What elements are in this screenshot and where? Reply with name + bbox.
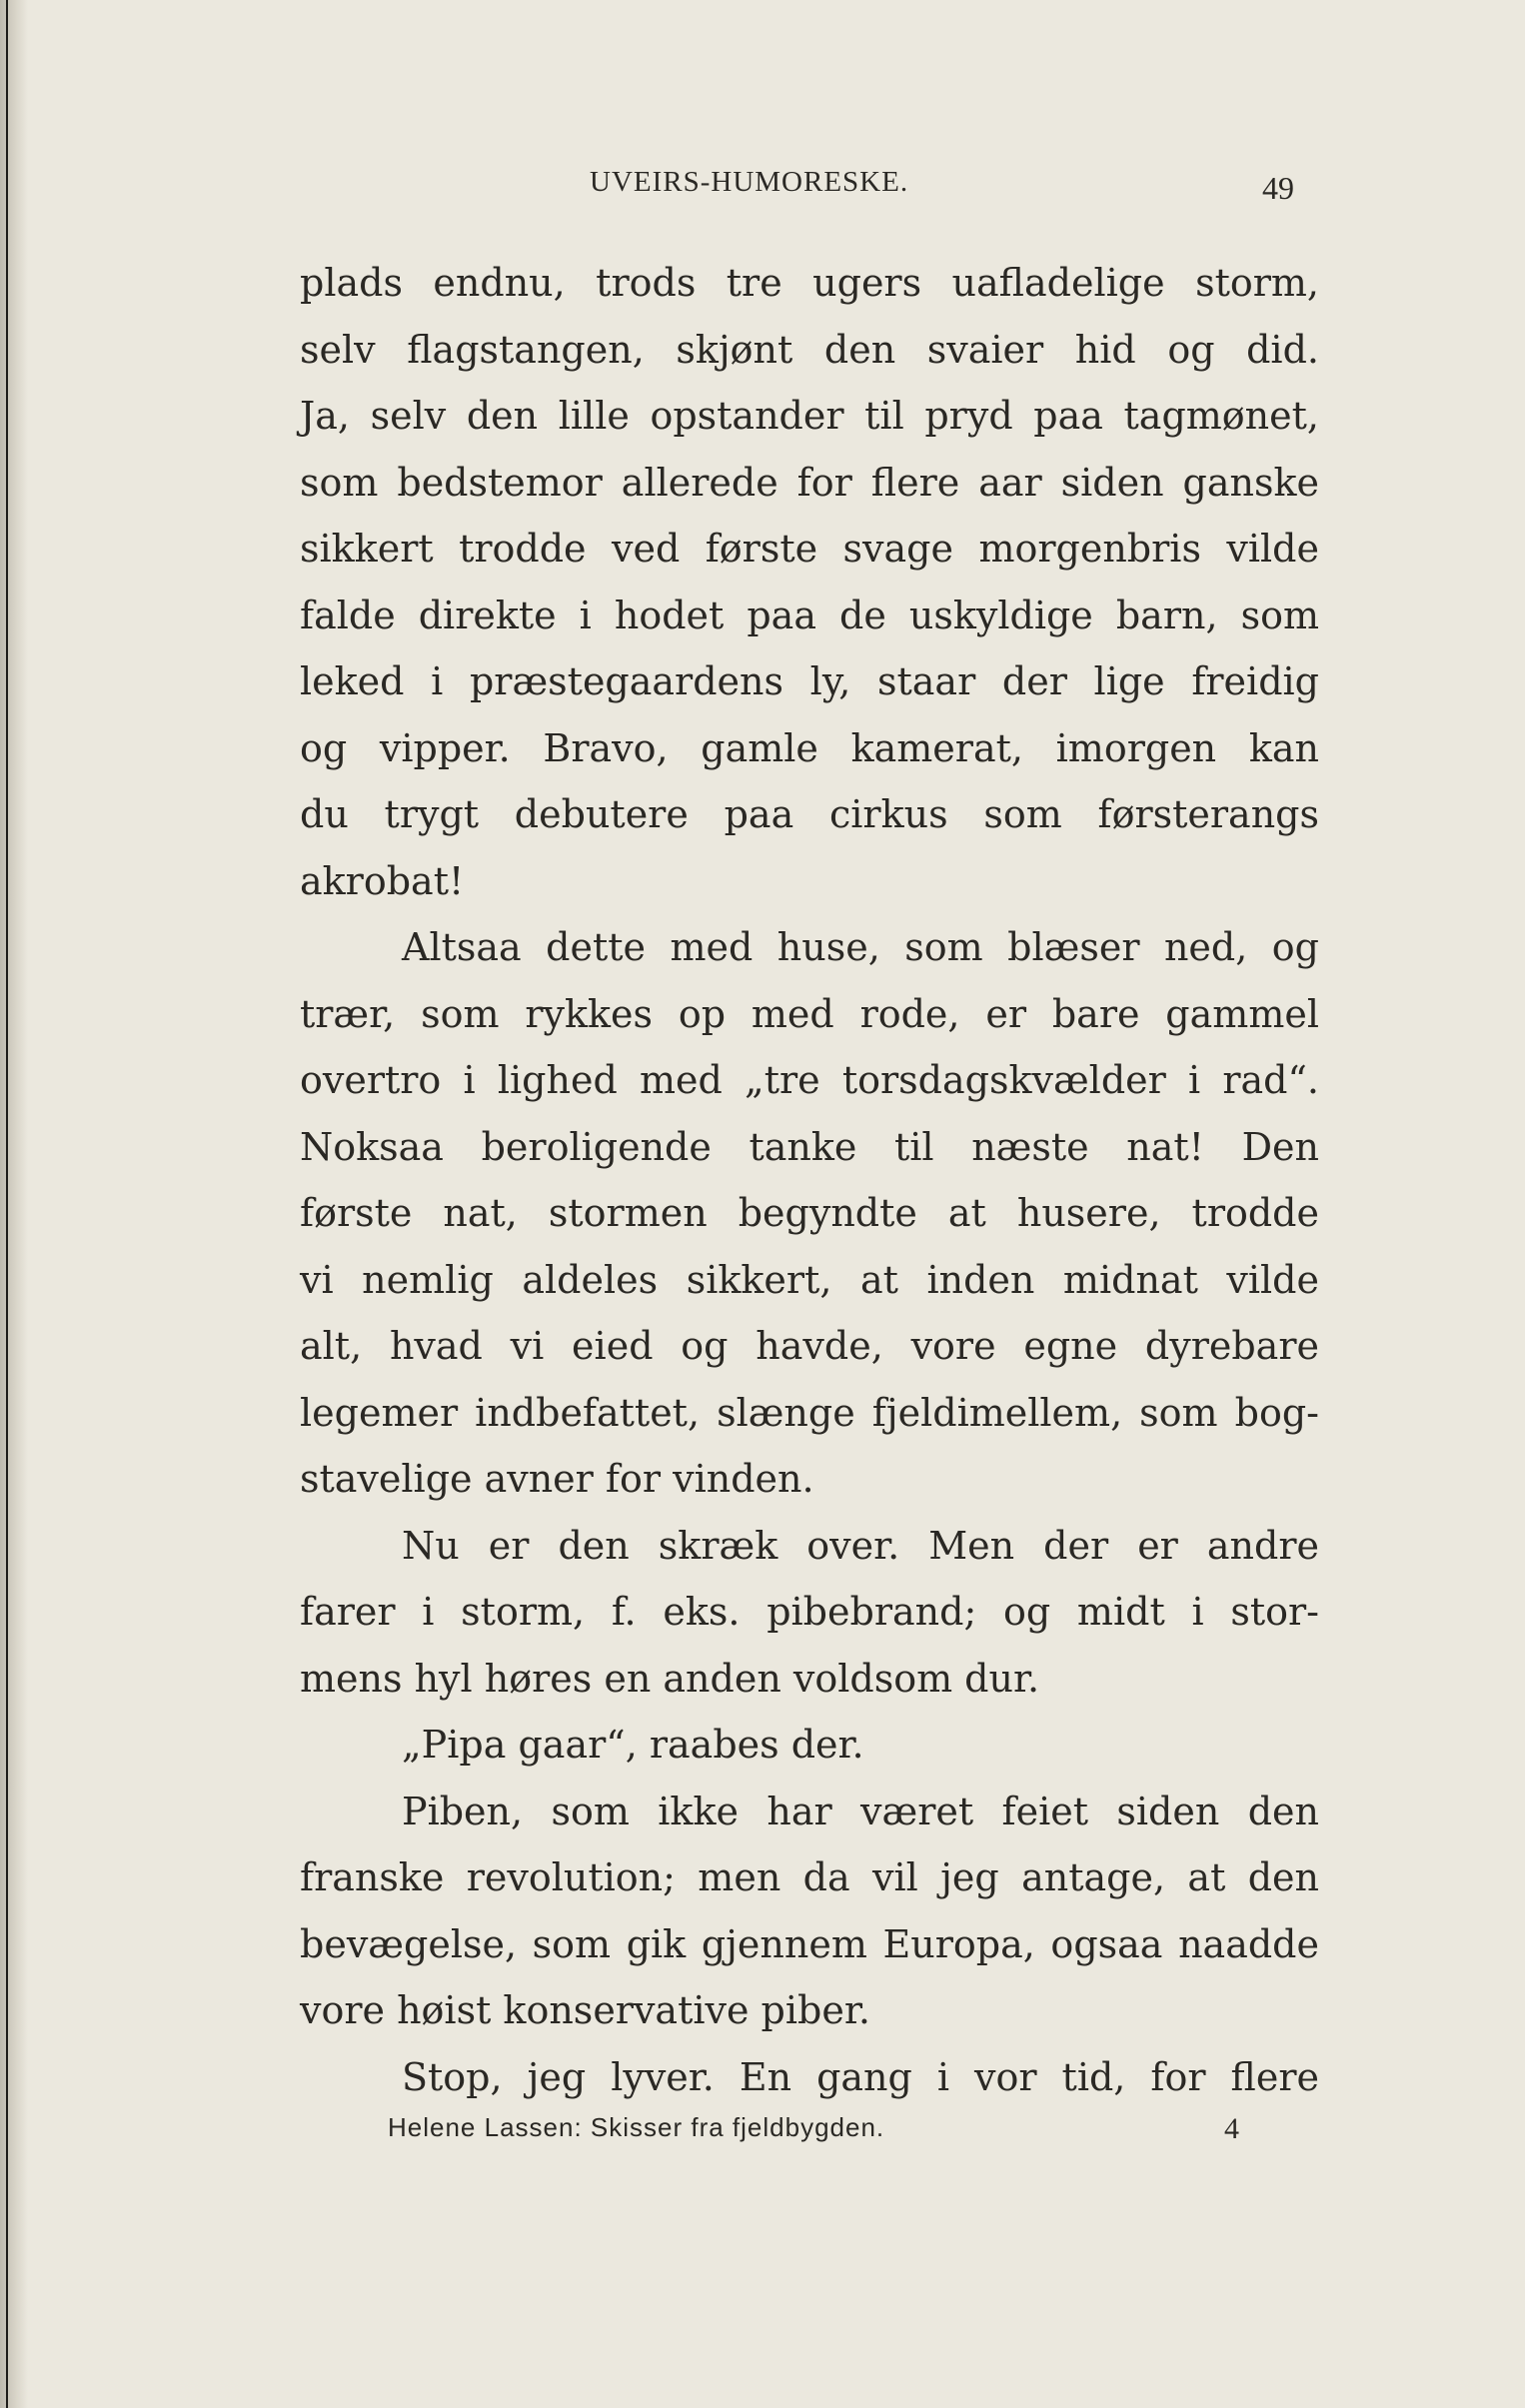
page-binding-edge: [0, 0, 28, 2408]
text-line: legemer indbefattet, slænge fjeldimellem, som bog-: [300, 1390, 1319, 1435]
text-line: Ja, selv den lille opstander til pryd paa tagmønet,: [300, 394, 1319, 438]
page-number: 49: [1262, 170, 1294, 206]
text-line: vore høist konservative piber.: [300, 1988, 870, 2032]
text-line: og vipper. Bravo, gamle kamerat, imorgen kan: [300, 725, 1319, 770]
text-line: falde direkte i hodet paa de uskyldige barn, som: [300, 593, 1319, 637]
text-line: franske revolution; men da vil jeg antage, at den: [300, 1855, 1319, 1899]
text-line: „Pipa gaar“, raabes der.: [402, 1723, 864, 1767]
text-line: selv flagstangen, skjønt den svaier hid og did.: [300, 327, 1319, 372]
page-header: [300, 166, 1294, 214]
text-line: Piben, som ikke har været feiet siden den: [402, 1789, 1319, 1833]
text-line: leked i præstegaardens ly, staar der lige freidig: [300, 659, 1319, 703]
text-line: første nat, stormen begyndte at husere, trodde: [300, 1191, 1319, 1235]
text-line: overtro i lighed med „tre torsdagskvælder i rad“.: [300, 1058, 1319, 1102]
text-line: Noksaa beroligende tanke til næste nat! Den: [300, 1124, 1319, 1169]
text-line: trær, som rykkes op med rode, er bare gammel: [300, 991, 1319, 1036]
page-footer: [388, 2112, 1239, 2152]
text-line: stavelige avner for vinden.: [300, 1457, 814, 1501]
text-line: bevægelse, som gik gjennem Europa, ogsaa naadde: [300, 1921, 1319, 1966]
signature-line: Helene Lassen: Skisser fra fjeldbygden.: [388, 2112, 885, 2142]
text-line: Altsaa dette med huse, som blæser ned, og: [402, 925, 1319, 969]
text-line: Nu er den skræk over. Men der er andre: [402, 1523, 1319, 1568]
text-line: akrobat!: [300, 858, 465, 903]
signature-number: 4: [1224, 2112, 1239, 2145]
text-line: plads endnu, trods tre ugers uafladelige storm,: [300, 261, 1319, 305]
text-line: farer i storm, f. eks. pibebrand; og midt i stor-: [300, 1590, 1319, 1634]
text-line: du trygt debutere paa cirkus som førsterangs: [300, 792, 1319, 836]
text-line: som bedstemor allerede for flere aar siden ganske: [300, 460, 1319, 505]
binding-dark-line: [6, 0, 8, 2408]
body-text: [300, 250, 1319, 2110]
text-line: vi nemlig aldeles sikkert, at inden midnat vilde: [300, 1257, 1319, 1302]
text-line: Stop, jeg lyver. En gang i vor tid, for flere: [402, 2054, 1319, 2099]
text-line: mens hyl høres en anden voldsom dur.: [300, 1656, 1040, 1701]
running-title: UVEIRS-HUMORESKE.: [590, 166, 909, 198]
text-line: alt, hvad vi eied og havde, vore egne dyrebare: [300, 1324, 1319, 1368]
text-line: sikkert trodde ved første svage morgenbris vilde: [300, 527, 1319, 571]
